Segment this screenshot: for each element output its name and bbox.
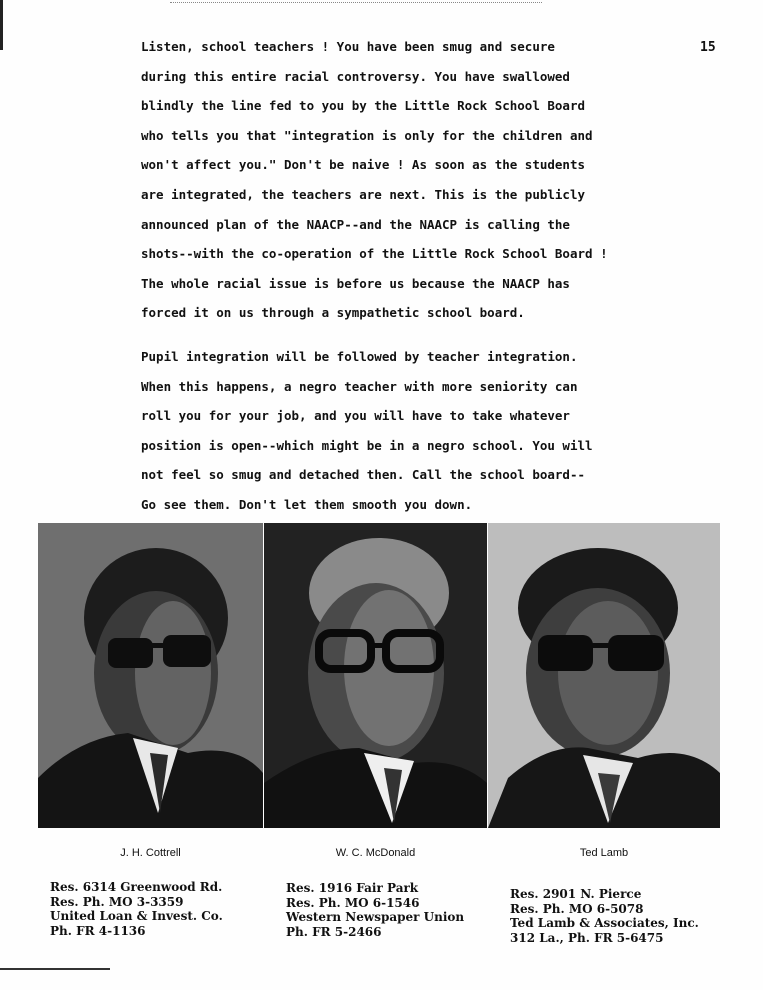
caption-mcdonald: W. C. McDonald (335, 847, 416, 859)
contact-line: 312 La., Ph. FR 5-6475 (510, 930, 664, 945)
contact-cottrell (50, 880, 223, 938)
paragraph-2 (141, 342, 611, 520)
contact-line: Ph. FR 5-2466 (286, 924, 382, 939)
contact-line: Res. 2901 N. Pierce (510, 887, 642, 901)
contact-line: United Loan & Invest. Co. (50, 909, 223, 923)
text-line: The whole racial issue is before us because the NAACP has (141, 275, 570, 291)
caption-lamb: Ted Lamb (579, 847, 629, 859)
text-line: When this happens, a negro teacher with more seniority can (141, 378, 578, 394)
contact-line: Ph. FR 4-1136 (50, 923, 146, 938)
text-line: during this entire racial controversy. You have swallowed (141, 68, 570, 84)
text-line: won't affect you." Don't be naive ! As soon as the students (141, 157, 586, 173)
contact-line: Res. Ph. MO 3-3359 (50, 894, 184, 909)
text-line: not feel so smug and detached then. Call the school board-- (141, 467, 586, 483)
contact-line: Res. Ph. MO 6-1546 (286, 895, 420, 910)
contact-line: Res. 6314 Greenwood Rd. (50, 880, 223, 894)
text-line: position is open--which might be in a negro school. You will (141, 437, 593, 453)
contact-lamb (510, 887, 699, 945)
paragraph-1 (141, 32, 611, 328)
text-line: forced it on us through a sympathetic school board. (141, 305, 525, 321)
top-rule (170, 2, 542, 3)
contact-line: Res. 1916 Fair Park (286, 881, 419, 895)
contact-line: Ted Lamb & Associates, Inc. (510, 916, 699, 930)
text-line: blindly the line fed to you by the Little Rock School Board (141, 98, 586, 114)
body-text (141, 32, 611, 520)
portrait-photo-cottrell (38, 523, 263, 828)
text-line: who tells you that "integration is only for the children and (141, 127, 593, 143)
text-line: Pupil integration will be followed by teacher integration. (141, 348, 578, 364)
text-line: Listen, school teachers ! You have been smug and secure (141, 39, 555, 54)
text-line: Go see them. Don't let them smooth you down. (141, 496, 473, 512)
text-line: shots--with the co-operation of the Little Rock School Board ! (141, 246, 608, 262)
text-line: roll you for your job, and you will have to take whatever (141, 408, 570, 424)
text-line: announced plan of the NAACP--and the NAACP is calling the (141, 216, 570, 232)
portrait-photo-lamb (488, 523, 720, 828)
contact-line: Western Newspaper Union (286, 910, 465, 924)
scan-edge-mark (0, 0, 3, 50)
caption-cottrell: J. H. Cottrell (120, 847, 181, 859)
bottom-rule (0, 968, 110, 970)
contact-mcdonald (286, 881, 464, 939)
portrait-photo-mcdonald (264, 523, 487, 828)
contact-line: Res. Ph. MO 6-5078 (510, 901, 644, 916)
text-line: are integrated, the teachers are next. This is the publicly (141, 186, 586, 202)
page-number: 15 (700, 40, 716, 55)
